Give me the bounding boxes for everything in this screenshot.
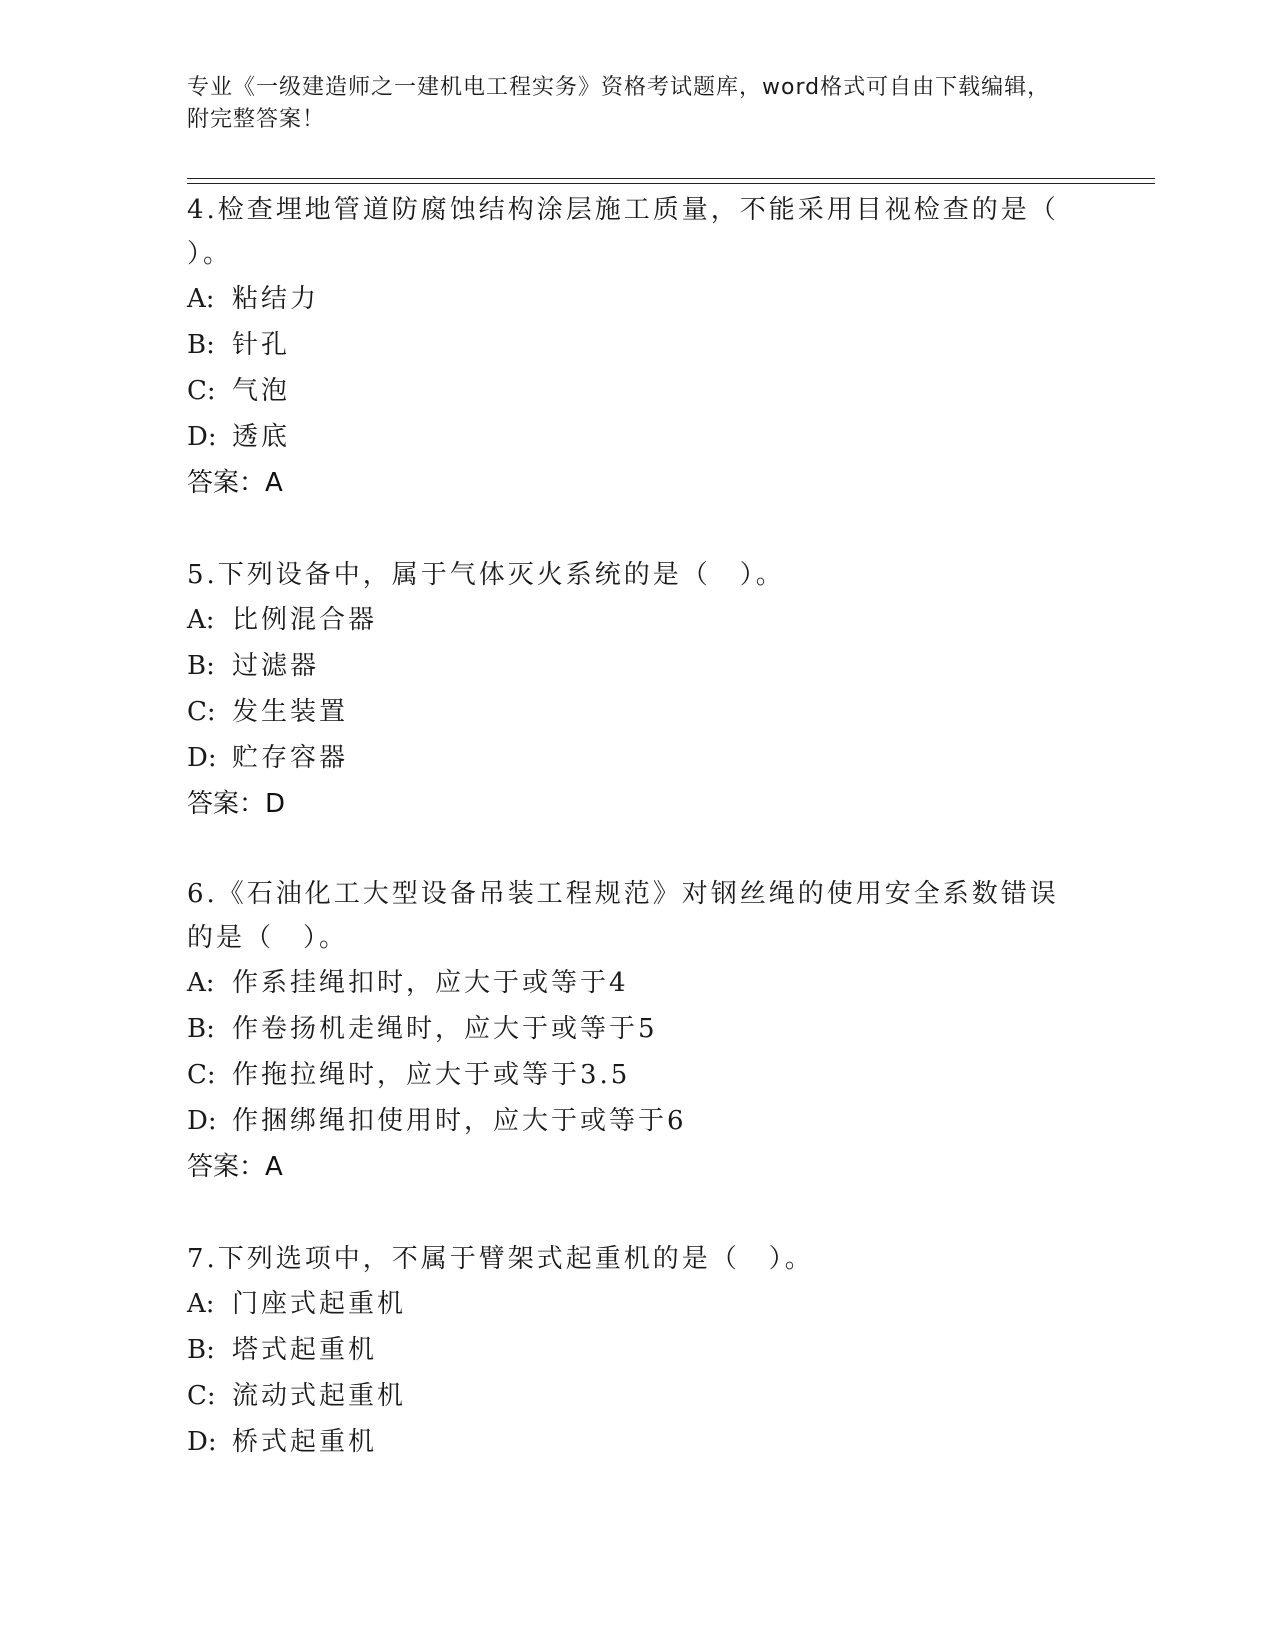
option-letter: A: [187,284,215,314]
option-b [187,1327,1067,1373]
question-stem: 5.下列设备中，属于气体灭火系统的是（ ）。 [187,560,785,590]
option-b [187,1006,1067,1052]
option-text: 贮存容器 [232,743,349,773]
option-letter: B: [187,1335,215,1365]
option-letter: B: [187,330,215,360]
option-text: 透底 [232,422,291,452]
option-text: 流动式起重机 [232,1381,407,1411]
answer-line [187,1144,1067,1190]
option-d [187,1098,1067,1144]
option-letter: A: [187,605,215,635]
question-4 [187,188,1067,506]
option-b [187,322,1067,368]
option-a [187,960,1067,1006]
option-letter: B: [187,1014,215,1044]
option-b [187,643,1067,689]
answer-label: 答案： [187,1152,266,1182]
option-text: 发生装置 [232,697,349,727]
header-divider-bottom [187,183,1155,184]
option-text: 塔式起重机 [232,1335,378,1365]
answer-label: 答案： [187,789,266,819]
option-letter: B: [187,651,215,681]
question-6 [187,872,1067,1190]
option-letter: D: [187,1106,217,1136]
answer-line [187,460,1067,506]
option-c [187,368,1067,414]
option-text: 气泡 [232,376,291,406]
option-text: 比例混合器 [232,605,378,635]
option-text: 作拖拉绳时，应大于或等于3.5 [232,1060,631,1090]
option-letter: A: [187,1289,215,1319]
option-letter: C: [187,1381,216,1411]
question-stem: 6.《石油化工大型设备吊装工程规范》对钢丝绳的使用安全系数错误的是（ ）。 [187,879,1059,953]
option-d [187,735,1067,781]
option-text: 桥式起重机 [232,1427,378,1457]
document-header: 专业《一级建造师之一建机电工程实务》资格考试题库，word格式可自由下载编辑，附完整答案！ [187,75,1051,132]
option-text: 作系挂绳扣时，应大于或等于4 [232,968,629,998]
option-text: 过滤器 [232,651,320,681]
answer-value: A [265,468,283,498]
option-letter: D: [187,1427,217,1457]
header-divider-top [187,178,1155,179]
option-d [187,1419,1067,1465]
option-a [187,276,1067,322]
option-c [187,1373,1067,1419]
option-c [187,1052,1067,1098]
option-text: 门座式起重机 [232,1289,407,1319]
option-letter: D: [187,743,217,773]
option-text: 粘结力 [232,284,320,314]
option-letter: C: [187,376,216,406]
question-stem: 7.下列选项中，不属于臂架式起重机的是（ ）。 [187,1244,814,1274]
answer-value: D [265,789,286,819]
question-7 [187,1237,1067,1465]
option-letter: C: [187,697,216,727]
option-text: 针孔 [232,330,291,360]
option-text: 作捆绑绳扣使用时，应大于或等于6 [232,1106,687,1136]
option-letter: A: [187,968,215,998]
option-a [187,1281,1067,1327]
question-stem: 4.检查埋地管道防腐蚀结构涂层施工质量，不能采用目视检查的是（ ）。 [187,195,1059,269]
answer-line [187,781,1067,827]
option-letter: C: [187,1060,216,1090]
option-letter: D: [187,422,217,452]
option-a [187,597,1067,643]
answer-label: 答案： [187,468,266,498]
option-c [187,689,1067,735]
question-5 [187,553,1067,827]
answer-value: A [265,1152,283,1182]
option-text: 作卷扬机走绳时，应大于或等于5 [232,1014,658,1044]
option-d [187,414,1067,460]
